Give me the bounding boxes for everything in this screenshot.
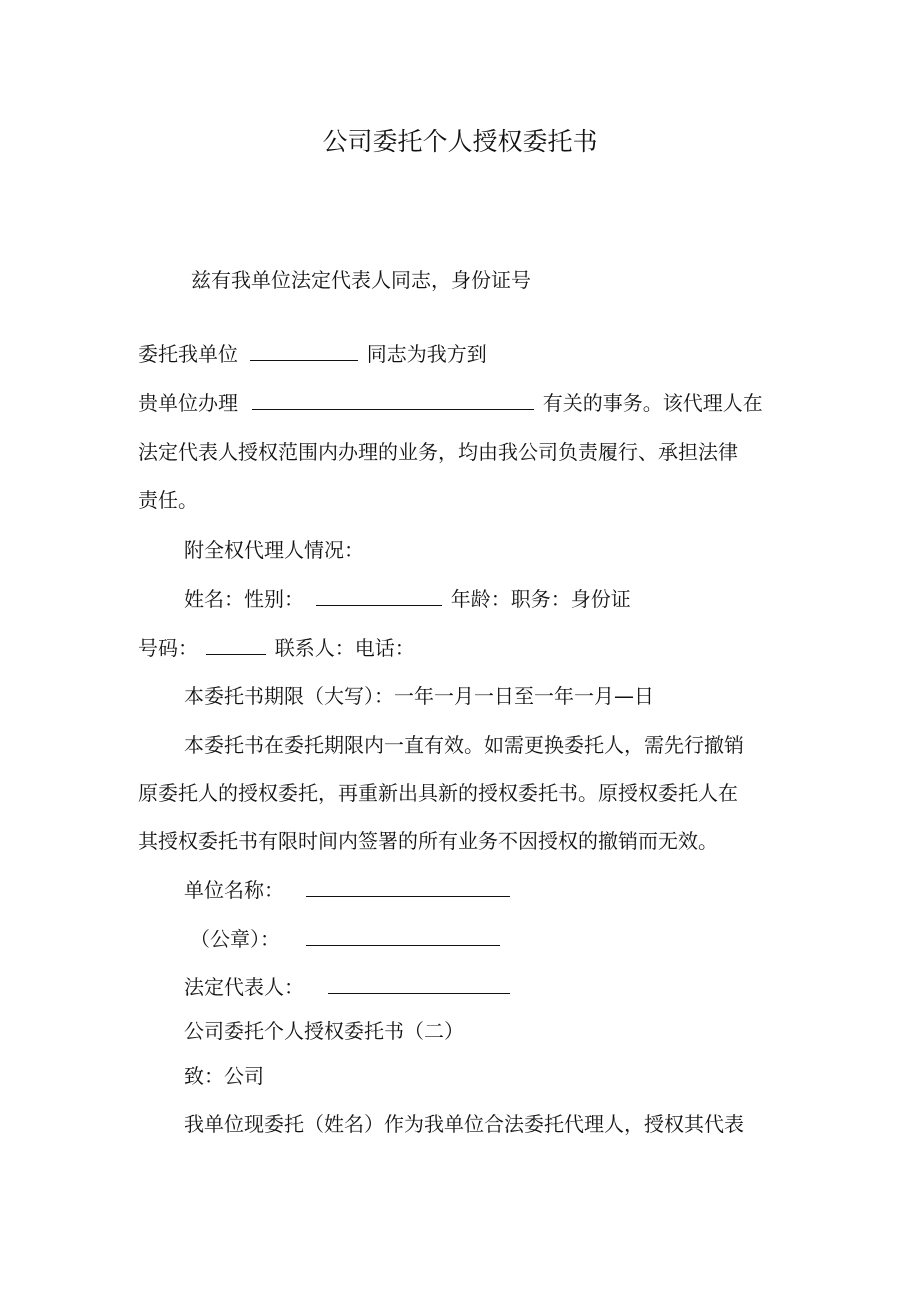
- entrust-line: [138, 340, 487, 368]
- seal-blank[interactable]: [306, 925, 500, 946]
- matter-blank[interactable]: [252, 389, 534, 410]
- validity-line-3: 其授权委托书有限时间内签署的所有业务不因授权的撤销而无效。: [138, 829, 718, 853]
- contact-label: 联系人：电话：: [274, 636, 415, 660]
- seal-label: （公章）：: [190, 927, 280, 951]
- legal-rep-label: 法定代表人：: [184, 975, 304, 999]
- name-gender-label: 姓名：性别：: [184, 587, 304, 611]
- legal-rep-line: [184, 973, 510, 1001]
- period-line: 本委托书期限（大写）：一年一月一日至一年一月—日: [184, 684, 654, 708]
- matter-text-a: 贵单位办理: [138, 391, 238, 415]
- entrust-text-a: 委托我单位: [138, 342, 238, 366]
- agent-info-line: [184, 585, 631, 613]
- unit-name-label: 单位名称：: [184, 878, 284, 902]
- validity-line-2: 原委托人的授权委托，再重新出具新的授权委托书。原授权委托人在: [138, 781, 738, 805]
- validity-line-1: 本委托书在委托期限内一直有效。如需更换委托人，需先行撤销: [184, 733, 744, 757]
- unit-name-line: [184, 876, 510, 904]
- attached-heading: 附全权代理人情况：: [184, 538, 364, 562]
- document-title: 公司委托个人授权委托书: [322, 127, 598, 156]
- second-title: 公司委托个人授权委托书（二）: [184, 1019, 464, 1043]
- addressee-line: 致：公司: [184, 1064, 264, 1088]
- agent-name-blank[interactable]: [250, 340, 358, 361]
- matter-line: [138, 389, 763, 417]
- id-label: 号码：: [138, 636, 198, 660]
- age-title-label: 年龄：职务：身份证: [450, 587, 631, 611]
- unit-name-blank[interactable]: [306, 876, 510, 897]
- authorization-line: 我单位现委托（姓名）作为我单位合法委托代理人，授权其代表: [184, 1112, 744, 1136]
- intro-line: 兹有我单位法定代表人同志，身份证号: [191, 268, 531, 292]
- gender-blank[interactable]: [316, 585, 442, 606]
- matter-text-b: 有关的事务。该代理人在: [542, 391, 763, 415]
- responsibility-line: 责任。: [138, 488, 198, 512]
- id-line: [138, 634, 415, 662]
- id-blank[interactable]: [206, 634, 266, 655]
- entrust-text-b: 同志为我方到: [366, 342, 487, 366]
- seal-line: [190, 925, 500, 953]
- scope-line: 法定代表人授权范围内办理的业务，均由我公司负责履行、承担法律: [138, 440, 738, 464]
- legal-rep-blank[interactable]: [328, 973, 510, 994]
